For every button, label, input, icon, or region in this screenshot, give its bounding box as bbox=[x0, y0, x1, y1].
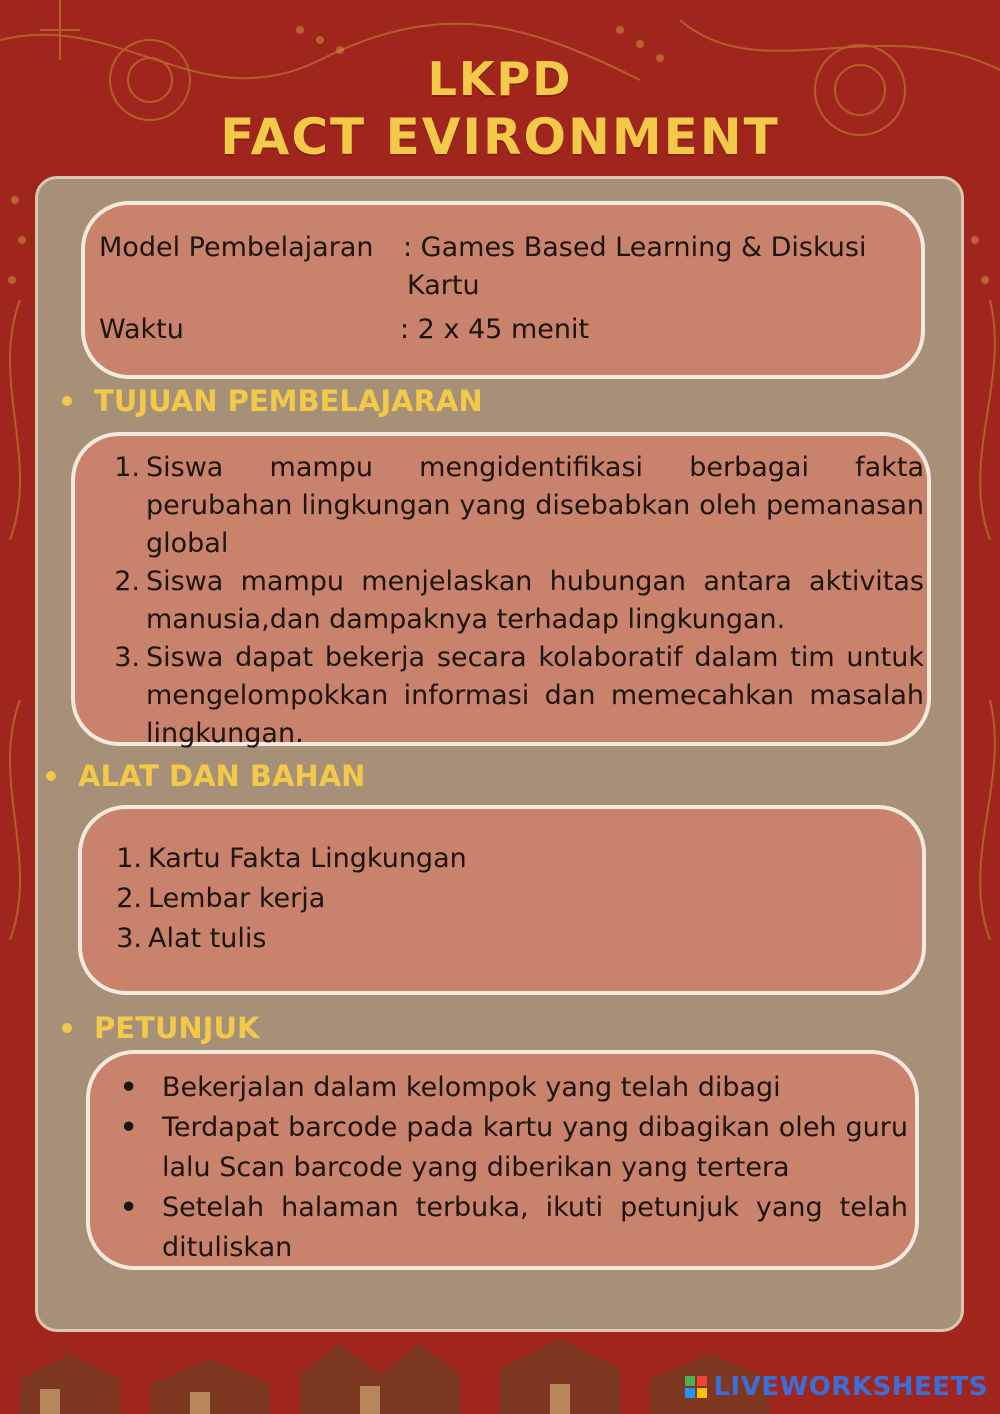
liveworksheets-logo-icon bbox=[685, 1376, 707, 1398]
model-label: Model Pembelajaran bbox=[99, 232, 374, 263]
time-label: Waktu bbox=[99, 314, 184, 345]
tujuan-list bbox=[102, 449, 924, 753]
alat-item: 2. Lembar kerja bbox=[116, 883, 326, 914]
worksheet-title-line2: FACT EVIRONMENT bbox=[220, 108, 780, 166]
bullet-dot-icon bbox=[62, 1023, 72, 1033]
alat-item: 1. Kartu Fakta Lingkungan bbox=[116, 843, 467, 874]
info-box bbox=[81, 201, 925, 379]
content-panel bbox=[35, 176, 964, 1332]
petunjuk-box bbox=[86, 1050, 919, 1270]
tujuan-item: 2. Siswa mampu menjelaskan hubungan antara aktivitas manusia,dan dampaknya terhadap lingkungan. bbox=[114, 566, 924, 635]
worksheet-title-line1: LKPD bbox=[427, 52, 573, 106]
petunjuk-list bbox=[110, 1068, 908, 1268]
alat-box bbox=[78, 805, 926, 995]
section-heading-petunjuk bbox=[62, 1011, 259, 1045]
liveworksheets-watermark bbox=[685, 1372, 988, 1402]
time-value: : 2 x 45 menit bbox=[400, 314, 590, 345]
tujuan-heading-text: TUJUAN PEMBELAJARAN bbox=[94, 384, 483, 418]
model-value: : Games Based Learning & Diskusi bbox=[403, 232, 867, 263]
petunjuk-item: • Setelah halaman terbuka, ikuti petunjuk yang telah dituliskan bbox=[110, 1188, 908, 1268]
petunjuk-item: • Terdapat barcode pada kartu yang dibagikan oleh guru lalu Scan barcode yang diberikan yang tertera bbox=[110, 1108, 908, 1188]
bullet-dot-icon bbox=[46, 771, 56, 781]
alat-item: 3. Alat tulis bbox=[116, 923, 267, 954]
bullet-icon: • bbox=[120, 1192, 138, 1223]
section-heading-alat bbox=[46, 759, 365, 793]
alat-heading-text: ALAT DAN BAHAN bbox=[78, 759, 366, 793]
petunjuk-heading-text: PETUNJUK bbox=[94, 1011, 260, 1045]
section-heading-tujuan bbox=[62, 384, 483, 418]
tujuan-item: 1. Siswa mampu mengidentifikasi berbagai fakta perubahan lingkungan yang disebabkan oleh pemanasan global bbox=[114, 452, 924, 559]
watermark-text: LIVEWORKSHEETS bbox=[713, 1372, 988, 1402]
alat-list bbox=[104, 839, 704, 959]
model-value-continued: Kartu bbox=[407, 270, 480, 301]
tujuan-box bbox=[71, 432, 931, 749]
bullet-icon: • bbox=[120, 1112, 138, 1143]
bullet-dot-icon bbox=[62, 396, 72, 406]
tujuan-item: 3. Siswa dapat bekerja secara kolaboratif dalam tim untuk mengelompokkan informasi dan memecahkan masalah lingkungan. bbox=[114, 642, 924, 749]
bullet-icon: • bbox=[120, 1072, 138, 1103]
petunjuk-item: • Bekerjalan dalam kelompok yang telah dibagi bbox=[110, 1068, 908, 1108]
